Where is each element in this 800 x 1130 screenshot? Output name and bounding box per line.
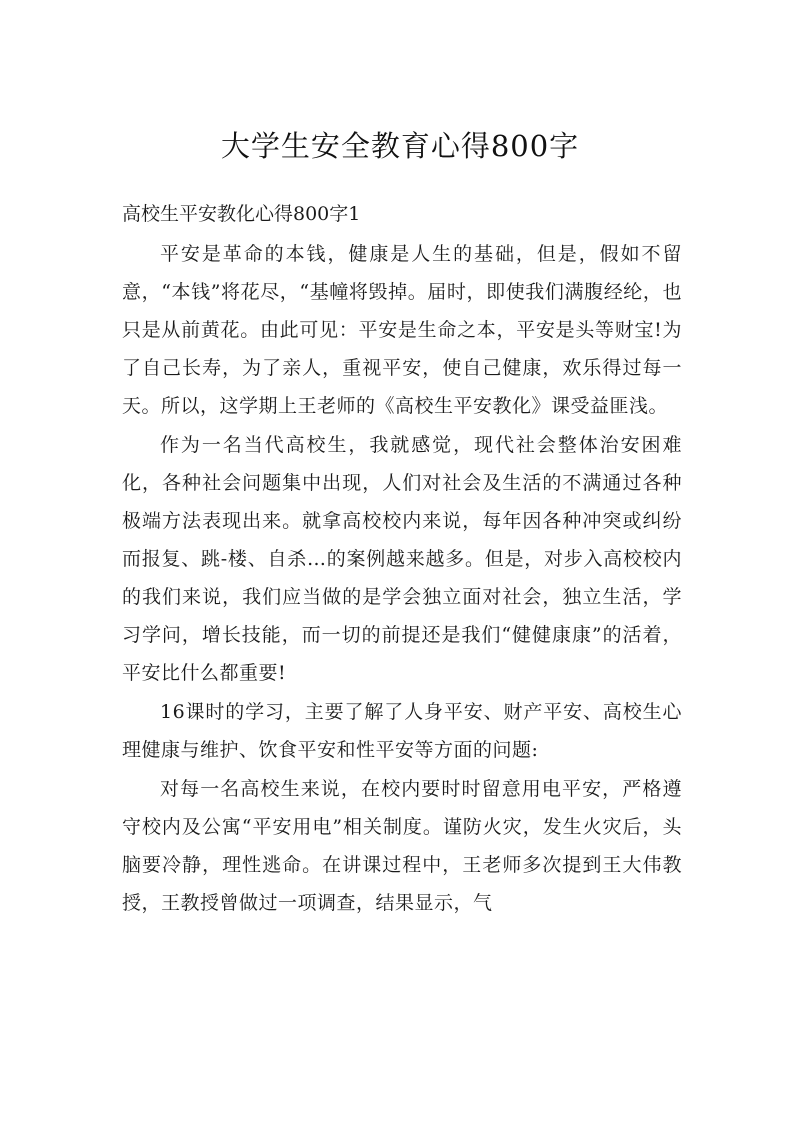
paragraph: 16课时的学习，主要了解了人身平安、财产平安、高校生心理健康与维护、饮食平安和性平安等方面的问题: bbox=[122, 701, 682, 761]
paragraph: 对每一名高校生来说，在校内要时时留意用电平安，严格遵守校内及公寓“平安用电”相关制度。谨防火灾，发生火灾后，头脑要冷静，理性逃命。在讲课过程中，王老师多次提到王大伟教授，王教授曾做过一项调查，结果显示，气 bbox=[122, 778, 682, 914]
section-subtitle: 高校生平安教化心得800字1 bbox=[122, 203, 361, 225]
paragraph: 平安是革命的本钱，健康是人生的基础，但是，假如不留意，“本钱”将花尽，“基幢将毁掉。届时，即使我们满腹经纶，也只是从前黄花。由此可见：平安是生命之本，平安是头等财宝!为了自己长寿，为了亲人，重视平安，使自己健康，欢乐得过每一天。所以，这学期上王老师的《高校生平安教化》课受益匪浅。 bbox=[122, 243, 682, 417]
document-body bbox=[122, 199, 682, 923]
paragraph: 作为一名当代高校生，我就感觉，现代社会整体治安困难化，各种社会问题集中出现，人们对社会及生活的不满通过各种极端方法表现出来。就拿高校校内来说，每年因各种冲突或纠纷而报复、跳-楼、自杀…的案例越来越多。但是，对步入高校校内的我们来说，我们应当做的是学会独立面对社会，独立生活，学习学问，增长技能，而一切的前提还是我们“健健康康”的活着，平安比什么都重要! bbox=[122, 434, 682, 684]
document-title: 大学生安全教育心得800字 bbox=[220, 129, 580, 163]
